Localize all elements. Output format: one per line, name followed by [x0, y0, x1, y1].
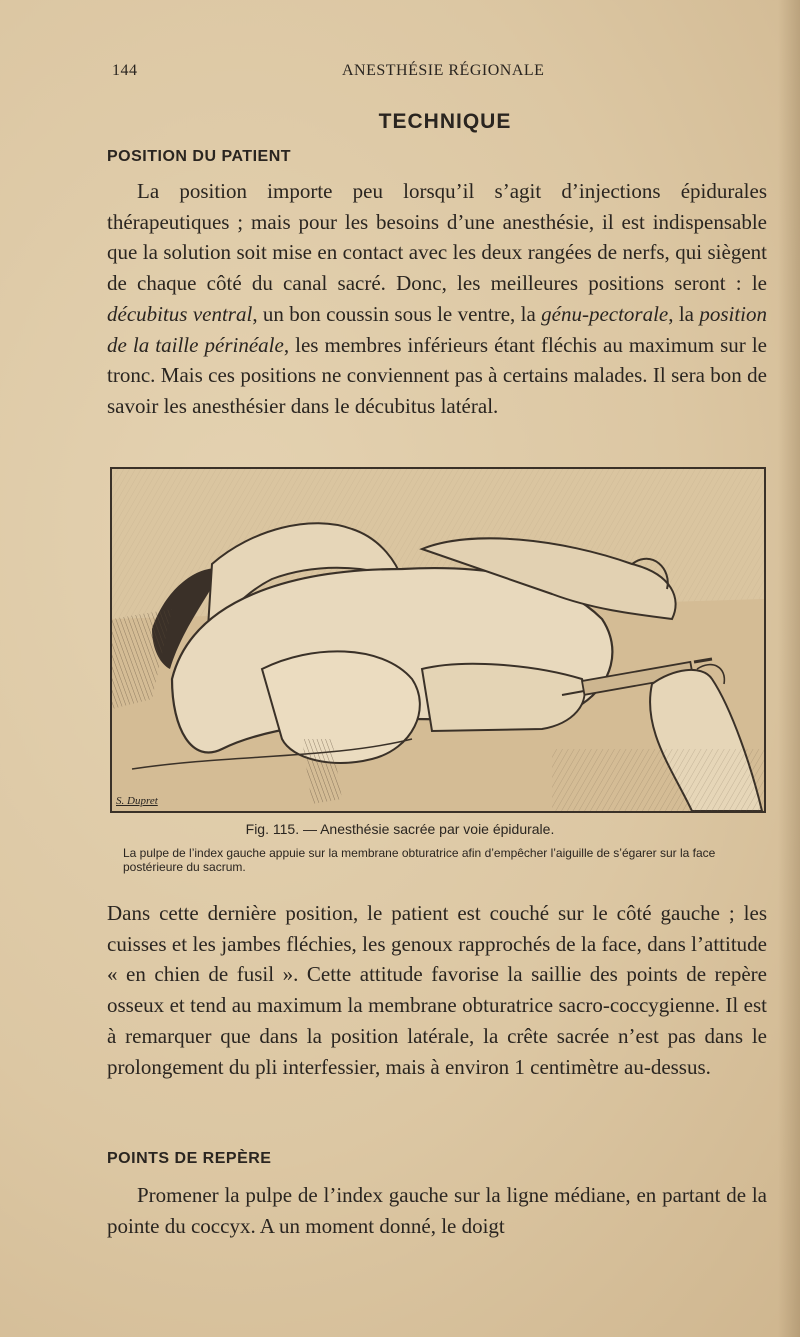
subheading-points-de-repere: POINTS DE REPÈRE — [107, 1150, 272, 1167]
page-header — [112, 62, 762, 84]
paragraph-text: , un bon coussin sous le ventre, la — [252, 301, 542, 326]
figure-115-illustration — [110, 467, 766, 813]
paragraph-lateral-position: Dans cette dernière position, le patient est couché sur le côté gauche ; les cuisses et les jambes fléchies, les genoux rapprochés de la face, dans l’attitude « en chien de fusil ». Cette attitude favorise la saillie des points de repère osseux et tend au maximum la membrane obturatrice sacro-coccygienne. Il est à remarquer que dans la position latérale, la crête sacrée n’est pas dans le prolongement du pli interfessier, mais à environ 1 centimètre au-dessus. — [107, 901, 767, 1079]
figure-legend: La pulpe de l’index gauche appuie sur la membrane obturatrice afin d’empêcher l’aiguille de s’égarer sur la face postérieure du sacrum. — [123, 846, 716, 874]
paragraph-text: , les membres inférieurs étant fléchis au maximum sur le tronc. Mais ces positions ne conviennent pas à certains malades. Il sera bon de savoir les anesthésier dans le décubitus latéral. — [107, 332, 767, 418]
subheading-position-du-patient: POSITION DU PATIENT — [107, 148, 292, 165]
running-title: ANESTHÉSIE RÉGIONALE — [342, 62, 545, 79]
paragraph-position — [107, 176, 767, 422]
figure-caption: Fig. 115. — Anesthésie sacrée par voie épidurale. — [245, 821, 555, 837]
italic-term: position de la taille périnéale — [107, 301, 768, 357]
page-edge-shadow — [778, 0, 800, 1337]
paragraph-reperes: Promener la pulpe de l’index gauche sur la ligne médiane, en partant de la pointe du coccyx. A un moment donné, le doigt — [107, 1183, 767, 1238]
paragraph-text: La position importe peu lorsqu’il s’agit d’injections épidurales thérapeutiques ; mais pour les besoins d’une anesthésie, il est indispensable que la solution soit mise en contact avec les deux rangées de nerfs, qui siègent de chaque côté du canal sacré. Donc, les meilleures positions seront : le — [107, 179, 767, 296]
italic-term: génu-pectorale — [541, 301, 669, 326]
section-title: TECHNIQUE — [378, 110, 512, 133]
page-number: 144 — [112, 62, 138, 79]
artist-signature: S. Dupret — [116, 795, 158, 807]
paragraph-text: , la — [668, 301, 700, 326]
engraving-illustration — [112, 469, 764, 811]
italic-term: décubitus ventral — [107, 301, 253, 326]
